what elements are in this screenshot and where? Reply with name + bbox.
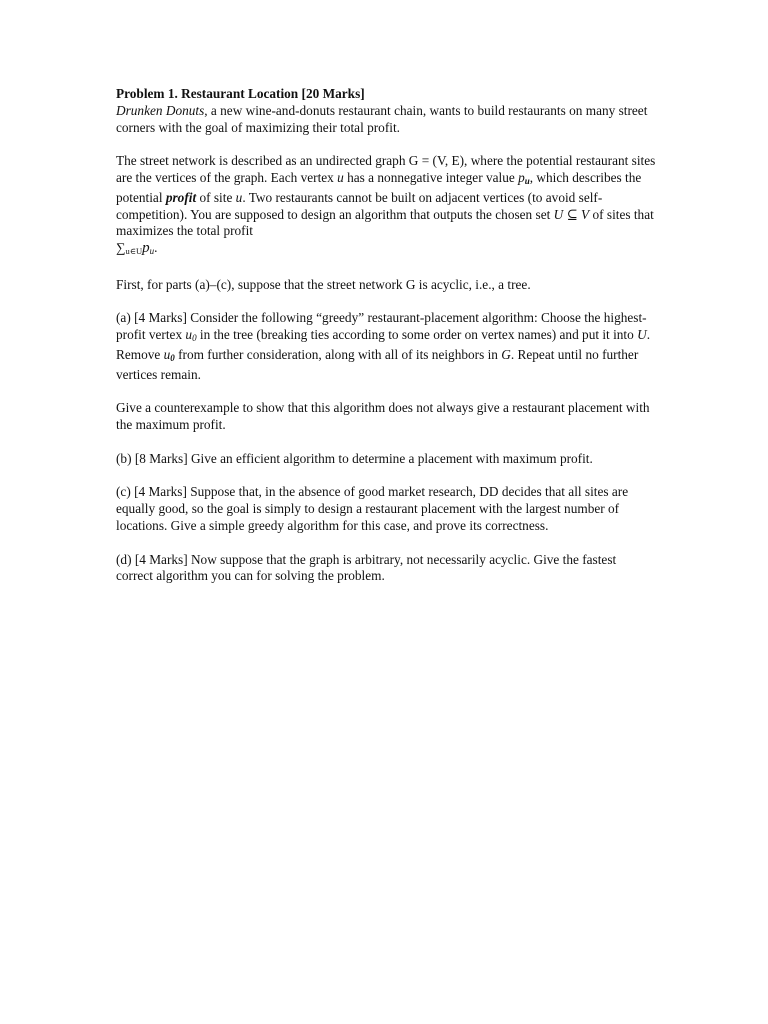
part-a xyxy=(116,310,656,383)
part-b: (b) [8 Marks] Give an efficient algorithm to determine a placement with maximum profit. xyxy=(116,450,593,466)
var-U-a: U xyxy=(637,327,647,343)
var-u0-subscript: 0 xyxy=(192,333,197,344)
sum-var-p-subscript: u xyxy=(149,246,155,257)
profit-emphasis: profit xyxy=(165,189,197,205)
network-text-4: of site xyxy=(196,189,236,205)
part-a-text-2: in the tree (breaking ties according to some order on vertex names) and put it into xyxy=(196,327,638,343)
part-a-text-5: . Repeat until no further vertices remain. xyxy=(116,346,639,382)
document-page xyxy=(116,86,656,602)
var-p-subscript: u xyxy=(524,175,530,186)
network-text-6: of sites that maximizes the total profit xyxy=(116,206,654,239)
sum-subscript: u∈U xyxy=(125,246,143,257)
var-G: G xyxy=(501,346,511,362)
network-paragraph xyxy=(116,153,656,260)
var-U: U xyxy=(553,206,564,222)
var-u: u xyxy=(337,169,344,185)
var-u-2: u xyxy=(235,189,243,205)
var-u0-2: u xyxy=(163,346,171,362)
part-d: (d) [4 Marks] Now suppose that the graph is arbitrary, not necessarily acyclic. Give the fastest correct algorithm you can for solving the problem. xyxy=(116,551,617,584)
tree-assumption: First, for parts (a)–(c), suppose that the street network G is acyclic, i.e., a tree. xyxy=(116,276,531,292)
network-text-5: . Two restaurants cannot be built on adjacent vertices (to avoid self-competition). You are supposed to design an algorithm that outputs the chosen set xyxy=(116,189,603,222)
network-text-1: The street network is described as an undirected graph G = (V, E), where the potential restaurant sites are the vertices of the graph. Each vertex xyxy=(116,153,656,185)
intro-text: , a new wine-and-donuts restaurant chain, wants to build restaurants on many street corners with the goal of maximizing their total profit. xyxy=(116,102,648,135)
var-u0-2-subscript: 0 xyxy=(170,352,175,363)
var-p: p xyxy=(518,169,525,185)
part-a-text-4: from further consideration, along with all of its neighbors in xyxy=(174,346,502,362)
network-text-3: , which describes the potential xyxy=(116,169,642,205)
problem-intro xyxy=(116,86,656,136)
part-a-text-1: (a) [4 Marks] Consider the following “greedy” restaurant-placement algorithm: Choose the highest- profit vertex xyxy=(116,310,647,343)
sum-var-p: p xyxy=(142,240,150,257)
counterexample-paragraph: Give a counterexample to show that this algorithm does not always give a restaurant placement with the maximum profit. xyxy=(116,400,650,433)
var-V: V xyxy=(581,206,590,222)
var-u0: u xyxy=(185,327,193,343)
network-text-2: has a nonnegative integer value xyxy=(343,169,519,185)
part-c: (c) [4 Marks] Suppose that, in the absence of good market research, DD decides that all sites are equally good, so the goal is simply to design a restaurant placement with the largest number of locations. Give a simple greedy algorithm for this case, and prove its correctness. xyxy=(116,484,629,533)
problem-title: Problem 1. Restaurant Location [20 Marks] xyxy=(116,86,365,101)
company-name: Drunken Donuts xyxy=(116,102,205,118)
sum-end: . xyxy=(154,240,158,256)
sum-symbol: ∑ xyxy=(116,240,126,256)
subset-symbol: ⊆ xyxy=(563,206,582,222)
part-a-text-3: . Remove xyxy=(116,327,651,362)
